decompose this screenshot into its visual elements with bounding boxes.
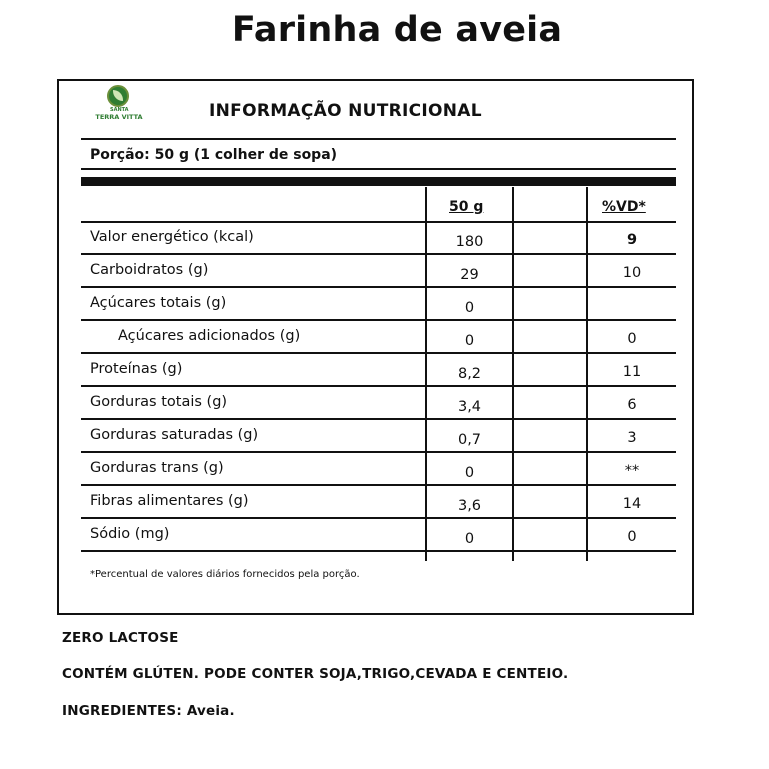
row-divider (427, 517, 512, 519)
nutrient-label: Gorduras trans (g) (90, 460, 224, 476)
nutrient-label: Proteínas (g) (90, 361, 183, 377)
nutrient-amount: 0 (464, 465, 475, 481)
nutrient-vd: 9 (626, 232, 638, 248)
row-divider (514, 319, 586, 321)
nutrient-vd: 11 (622, 364, 642, 380)
nutrient-label: Açúcares adicionados (g) (118, 328, 301, 344)
nutrient-amount: 3,4 (457, 399, 482, 415)
ingredients-note: INGREDIENTES: Aveia. (62, 703, 235, 719)
row-divider (427, 550, 512, 552)
nutrient-amount: 0 (464, 531, 475, 547)
nutrient-amount: 8,2 (457, 366, 482, 382)
footnote: *Percentual de valores diários fornecidos pela porção. (90, 569, 360, 580)
nutrient-vd: 10 (622, 265, 642, 281)
nutrient-vd: 0 (627, 331, 637, 347)
lactose-note: ZERO LACTOSE (62, 630, 179, 646)
allergen-note: CONTÉM GLÚTEN. PODE CONTER SOJA,TRIGO,CEVADA E CENTEIO. (62, 666, 569, 682)
row-divider (427, 484, 512, 486)
logo-brand-top: SANTA (110, 107, 129, 113)
nutrient-vd: ** (624, 463, 640, 479)
nutrient-label: Sódio (mg) (90, 526, 170, 542)
logo-brand-name: TERRA VITTA (95, 113, 143, 121)
row-divider (514, 253, 586, 255)
nutrient-label: Valor energético (kcal) (90, 229, 254, 245)
row-divider (81, 385, 425, 387)
row-divider (81, 550, 425, 552)
row-divider (514, 517, 586, 519)
panel-title: INFORMAÇÃO NUTRICIONAL (209, 101, 482, 121)
row-divider (514, 451, 586, 453)
nutrient-amount: 0,7 (457, 432, 482, 448)
nutrient-vd: 0 (627, 529, 637, 545)
column-header-vd: %VD* (602, 199, 646, 215)
nutrient-label: Gorduras saturadas (g) (90, 427, 259, 443)
row-divider (427, 418, 512, 420)
column-header-amount: 50 g (449, 199, 484, 215)
row-divider (588, 253, 676, 255)
row-divider (588, 550, 676, 552)
row-divider (81, 418, 425, 420)
row-divider (514, 352, 586, 354)
portion-size: Porção: 50 g (1 colher de sopa) (90, 147, 338, 163)
divider (81, 138, 676, 140)
row-divider (514, 550, 586, 552)
row-divider (81, 484, 425, 486)
row-divider (588, 385, 676, 387)
nutrient-amount: 180 (455, 234, 484, 250)
product-title: Farinha de aveia (231, 10, 563, 50)
nutrient-label: Açúcares totais (g) (90, 295, 227, 311)
brand-logo (94, 85, 144, 125)
row-divider (588, 319, 676, 321)
row-divider (588, 517, 676, 519)
nutrient-vd: 6 (627, 397, 637, 413)
nutrient-amount: 0 (464, 300, 475, 316)
row-divider (81, 286, 425, 288)
row-divider (81, 451, 425, 453)
nutrient-label: Carboidratos (g) (90, 262, 209, 278)
row-divider (81, 319, 425, 321)
nutrient-amount: 29 (460, 267, 479, 283)
thick-divider (81, 177, 676, 186)
row-divider (588, 418, 676, 420)
nutrient-label: Fibras alimentares (g) (90, 493, 249, 509)
row-divider (427, 385, 512, 387)
row-divider (81, 352, 425, 354)
row-divider (427, 451, 512, 453)
row-divider (514, 484, 586, 486)
row-divider (427, 319, 512, 321)
nutrient-vd: 14 (622, 496, 642, 512)
row-divider (588, 451, 676, 453)
column-separator (512, 187, 514, 561)
nutrient-amount: 3,6 (457, 498, 482, 514)
row-divider (514, 286, 586, 288)
row-divider (588, 484, 676, 486)
row-divider (81, 517, 425, 519)
nutrient-amount: 0 (464, 333, 475, 349)
row-divider (427, 286, 512, 288)
row-divider (427, 352, 512, 354)
divider (81, 221, 676, 223)
row-divider (588, 352, 676, 354)
row-divider (427, 253, 512, 255)
row-divider (514, 418, 586, 420)
divider (81, 168, 676, 170)
row-divider (514, 385, 586, 387)
nutrient-label: Gorduras totais (g) (90, 394, 228, 410)
nutrient-vd: 3 (627, 430, 637, 446)
row-divider (588, 286, 676, 288)
nutrition-facts-panel (57, 79, 694, 615)
row-divider (81, 253, 425, 255)
